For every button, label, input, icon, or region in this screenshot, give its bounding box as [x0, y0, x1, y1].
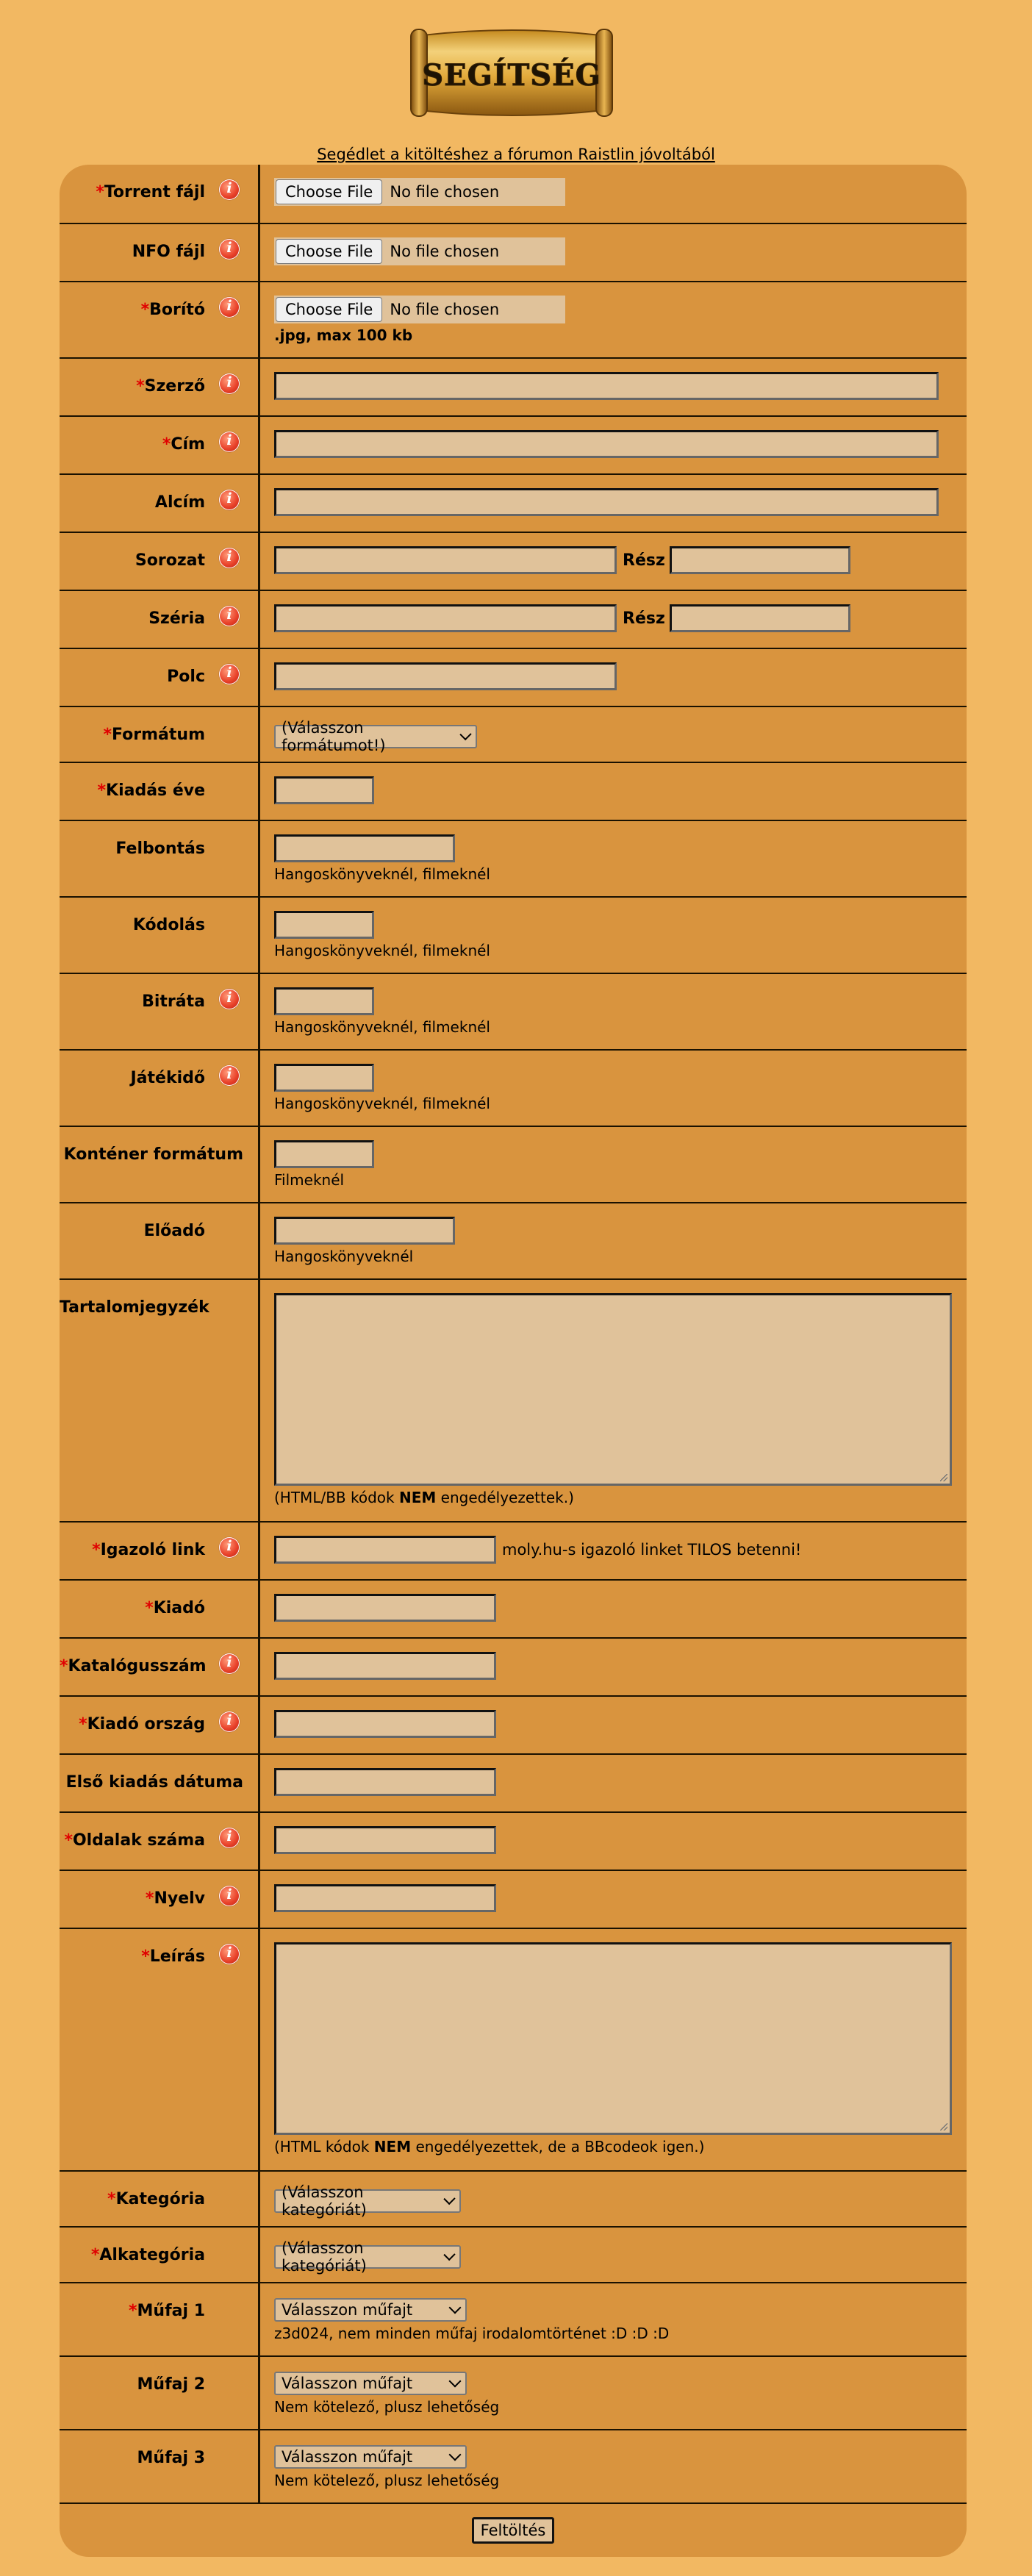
- label-year: *Kiadás éve: [97, 781, 205, 800]
- label-serie: Széria: [148, 609, 205, 628]
- info-icon[interactable]: [219, 989, 240, 1009]
- row-performer: [60, 1202, 967, 1278]
- logo-text: SEGÍTSÉG: [422, 58, 601, 93]
- label-series: Sorozat: [135, 551, 205, 570]
- row-toc: [60, 1278, 967, 1521]
- label-genre1: *Műfaj 1: [129, 2302, 205, 2320]
- label-cover: *Borító: [140, 301, 205, 319]
- pages-input[interactable]: [274, 1826, 496, 1854]
- encoding-hint: Hangoskönyveknél, filmeknél: [274, 942, 490, 959]
- info-icon[interactable]: [219, 490, 240, 510]
- choose-file-button[interactable]: Choose File: [276, 297, 382, 322]
- row-resolution: [60, 820, 967, 896]
- label-bitrate: Bitráta: [142, 992, 205, 1011]
- container-input[interactable]: [274, 1140, 374, 1168]
- label-genre3: Műfaj 3: [137, 2449, 205, 2467]
- row-genre2: [60, 2355, 967, 2429]
- row-nfo: [60, 223, 967, 281]
- row-serie: [60, 590, 967, 648]
- label-shelf: Polc: [167, 668, 205, 686]
- toc-hint: (HTML/BB kódok NEM engedélyezettek.): [274, 1489, 574, 1506]
- label-format: *Formátum: [103, 726, 205, 744]
- row-playtime: [60, 1049, 967, 1126]
- label-language: *Nyelv: [145, 1889, 205, 1908]
- cover-file-input[interactable]: [274, 296, 565, 323]
- bitrate-hint: Hangoskönyveknél, filmeknél: [274, 1018, 490, 1036]
- first-date-input[interactable]: [274, 1768, 496, 1796]
- row-language: [60, 1870, 967, 1928]
- info-icon[interactable]: [219, 1065, 240, 1086]
- row-catalog: [60, 1637, 967, 1695]
- cover-hint: .jpg, max 100 kb: [274, 326, 413, 344]
- row-submit: [60, 2502, 967, 2557]
- performer-hint: Hangoskönyveknél: [274, 1248, 414, 1265]
- toc-textarea[interactable]: [274, 1293, 952, 1486]
- label-performer: Előadó: [143, 1222, 205, 1240]
- torrent-file-input[interactable]: [274, 178, 565, 206]
- label-proof: *Igazoló link: [92, 1541, 205, 1559]
- info-icon[interactable]: [219, 1886, 240, 1906]
- proof-hint: moly.hu-s igazoló linket TILOS betenni!: [502, 1541, 802, 1559]
- label-catalog: *Katalógusszám: [60, 1657, 207, 1675]
- row-genre3: [60, 2429, 967, 2502]
- row-publisher: [60, 1579, 967, 1637]
- label-container: Konténer formátum: [63, 1145, 243, 1164]
- label-resolution: Felbontás: [115, 840, 205, 858]
- row-first-date: [60, 1753, 967, 1811]
- row-container: [60, 1126, 967, 1202]
- title-input[interactable]: [274, 430, 939, 458]
- chevron-down-icon: [449, 2449, 462, 2461]
- playtime-hint: Hangoskönyveknél, filmeknél: [274, 1095, 490, 1112]
- label-author: *Szerző: [136, 377, 205, 396]
- genre1-select[interactable]: Válasszon műfajt: [274, 2298, 467, 2322]
- row-proof: [60, 1521, 967, 1579]
- info-icon[interactable]: [219, 1828, 240, 1848]
- label-first-date: Első kiadás dátuma: [65, 1773, 243, 1792]
- label-title: *Cím: [162, 435, 205, 454]
- info-icon[interactable]: [219, 664, 240, 684]
- serie-input[interactable]: [274, 604, 617, 632]
- label-toc: Tartalomjegyzék: [60, 1298, 209, 1317]
- info-icon[interactable]: [219, 373, 240, 394]
- category-select[interactable]: (Válasszon kategóriát): [274, 2189, 461, 2213]
- segitseg-logo[interactable]: [406, 22, 617, 125]
- nfo-file-input[interactable]: [274, 237, 565, 265]
- shelf-input[interactable]: [274, 662, 617, 690]
- chevron-down-icon: [459, 729, 471, 740]
- label-encoding: Kódolás: [132, 916, 205, 934]
- playtime-input[interactable]: [274, 1064, 374, 1092]
- upload-submit-button[interactable]: Feltöltés: [472, 2517, 554, 2544]
- container-hint: Filmeknél: [274, 1171, 345, 1189]
- chevron-down-icon: [449, 2302, 462, 2314]
- resolution-input[interactable]: [274, 834, 455, 862]
- row-subtitle: [60, 473, 967, 532]
- chevron-down-icon: [449, 2375, 462, 2388]
- proof-input[interactable]: [274, 1536, 496, 1564]
- bitrate-input[interactable]: [274, 987, 374, 1015]
- row-pub-country: [60, 1695, 967, 1753]
- row-category: [60, 2170, 967, 2226]
- label-publisher: *Kiadó: [145, 1599, 205, 1617]
- info-icon[interactable]: [219, 297, 240, 318]
- row-format: [60, 706, 967, 762]
- description-textarea[interactable]: [274, 1942, 952, 2135]
- resolution-hint: Hangoskönyveknél, filmeknél: [274, 865, 490, 883]
- genre3-select[interactable]: Válasszon műfajt: [274, 2445, 467, 2469]
- author-input[interactable]: [274, 372, 939, 400]
- label-subcategory: *Alkategória: [90, 2246, 205, 2264]
- row-genre1: [60, 2282, 967, 2355]
- info-icon[interactable]: [219, 1711, 240, 1732]
- choose-file-button[interactable]: Choose File: [276, 239, 382, 264]
- part2-label: Rész: [623, 609, 665, 628]
- info-icon[interactable]: [219, 432, 240, 452]
- info-icon[interactable]: [219, 606, 240, 626]
- pub-country-input[interactable]: [274, 1710, 496, 1738]
- label-subtitle: Alcím: [154, 493, 205, 512]
- info-icon[interactable]: [219, 548, 240, 568]
- row-title: [60, 415, 967, 473]
- label-nfo: NFO fájl: [132, 243, 205, 261]
- part-input[interactable]: [670, 546, 850, 574]
- label-pages: *Oldalak száma: [64, 1831, 205, 1850]
- part2-input[interactable]: [670, 604, 850, 632]
- label-description: *Leírás: [141, 1947, 205, 1966]
- language-input[interactable]: [274, 1884, 496, 1912]
- choose-file-button[interactable]: Choose File: [276, 179, 382, 204]
- encoding-input[interactable]: [274, 911, 374, 939]
- genre3-hint: Nem kötelező, plusz lehetőség: [274, 2472, 500, 2489]
- row-shelf: [60, 648, 967, 706]
- file-status: No file chosen: [390, 183, 500, 201]
- row-bitrate: [60, 973, 967, 1049]
- part-label: Rész: [623, 551, 665, 570]
- upload-form: [60, 165, 967, 2557]
- row-cover: [60, 281, 967, 357]
- row-description: [60, 1928, 967, 2170]
- year-input[interactable]: [274, 776, 374, 804]
- catalog-input[interactable]: [274, 1652, 496, 1680]
- subcategory-select[interactable]: (Válasszon kategóriát): [274, 2245, 461, 2269]
- info-icon[interactable]: [219, 1944, 240, 1964]
- chevron-down-icon: [443, 2193, 455, 2205]
- performer-input[interactable]: [274, 1217, 455, 1245]
- format-select[interactable]: (Válasszon formátumot!): [274, 725, 477, 748]
- chevron-down-icon: [443, 2249, 455, 2261]
- genre2-hint: Nem kötelező, plusz lehetőség: [274, 2398, 500, 2416]
- row-torrent: [60, 165, 967, 223]
- file-status: No file chosen: [390, 301, 500, 318]
- genre2-select[interactable]: Válasszon műfajt: [274, 2372, 467, 2395]
- genre1-hint: z3d024, nem minden műfaj irodalomtörténet :D :D :D: [274, 2325, 670, 2342]
- description-hint: (HTML kódok NEM engedélyezettek, de a BBcodeok igen.): [274, 2138, 705, 2155]
- row-year: [60, 762, 967, 820]
- file-status: No file chosen: [390, 243, 500, 260]
- info-icon[interactable]: [219, 179, 240, 200]
- label-pub-country: *Kiadó ország: [79, 1715, 205, 1734]
- publisher-input[interactable]: [274, 1594, 496, 1622]
- series-input[interactable]: [274, 546, 617, 574]
- label-playtime: Játékidő: [130, 1069, 205, 1087]
- row-encoding: [60, 896, 967, 973]
- row-subcategory: [60, 2226, 967, 2282]
- row-series: [60, 532, 967, 590]
- row-author: [60, 357, 967, 415]
- row-pages: [60, 1811, 967, 1870]
- label-genre2: Műfaj 2: [137, 2375, 205, 2394]
- info-icon[interactable]: [219, 1537, 240, 1558]
- label-torrent: *Torrent fájl: [96, 183, 205, 201]
- subtitle-input[interactable]: [274, 488, 939, 516]
- label-category: *Kategória: [107, 2190, 205, 2208]
- info-icon[interactable]: [219, 239, 240, 260]
- help-link[interactable]: Segédlet a kitöltéshez a fórumon Raistlin jóvoltából: [317, 146, 715, 163]
- info-icon[interactable]: [219, 1653, 240, 1674]
